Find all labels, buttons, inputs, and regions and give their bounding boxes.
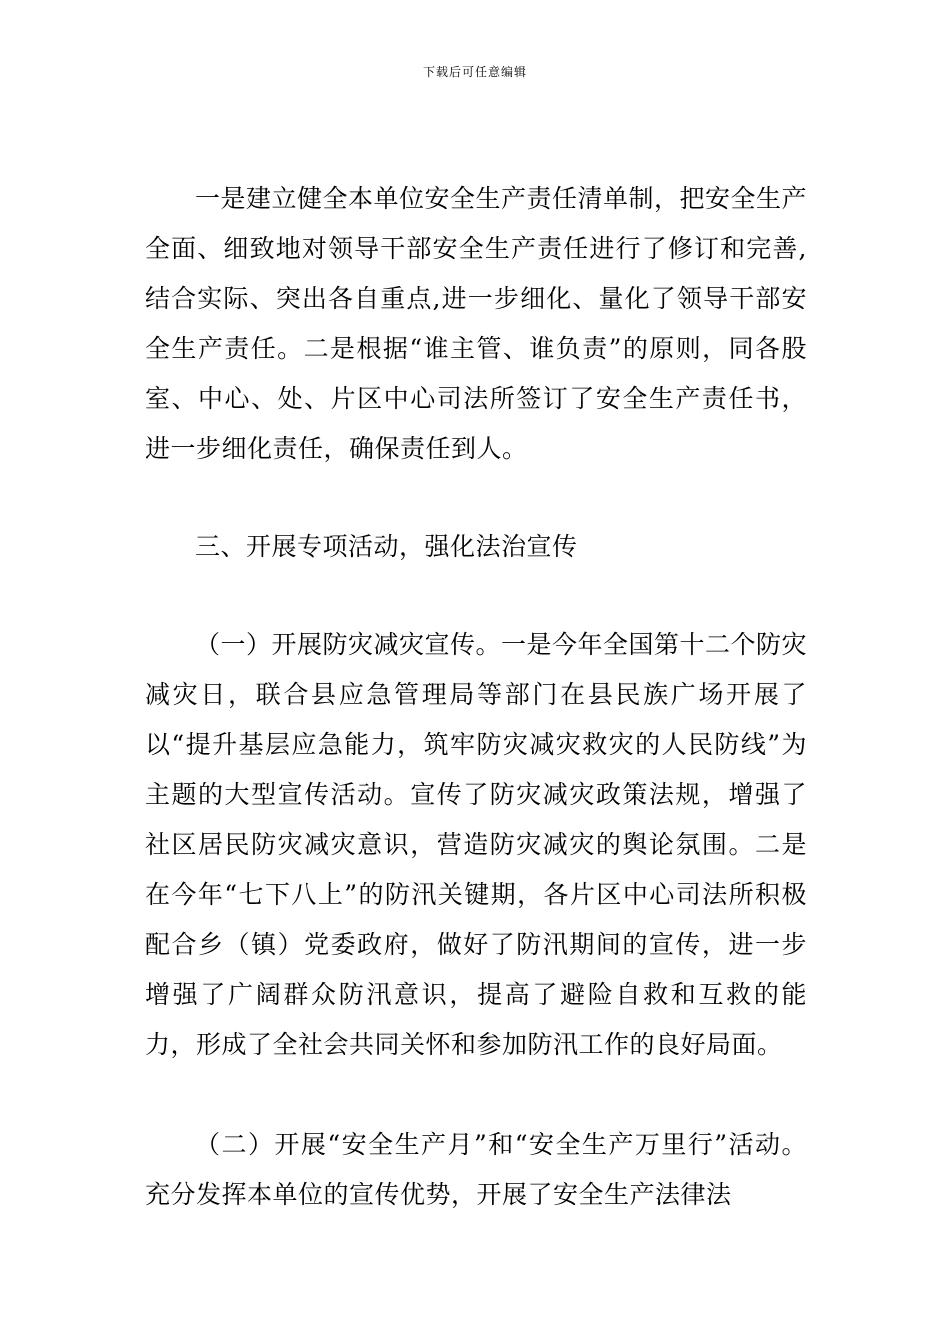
paragraph-text: （一）开展防灾减灾宣传。一是今年全国第十二个防灾减灾日，联合县应急管理局等部门在县民族广场开展了以“提升基层应急能力，筑牢防灾减灾救灾的人民防线”为主题的大型宣传活动。宣传了防灾减灾政策法规，增强了社区居民防灾减灾意识，营造防灾减灾的舆论氛围。二是在今年“七下八上”的防汛关键期，各片区中心司法所积极配合乡（镇）党委政府，做好了防汛期间的宣传，进一步增强了广阔群众防汛意识，提高了避险自救和互救的能力，形成了全社会共同关怀和参加防汛工作的良好局面。 xyxy=(145,630,808,1059)
section-heading: 三、开展专项活动，强化法治宣传 xyxy=(195,532,578,561)
paragraph-responsibility xyxy=(145,174,807,474)
paragraph-text: （二）开展“安全生产月”和“安全生产万里行”活动。充分发挥本单位的宣传优势，开展了安全生产法律法 xyxy=(145,1130,807,1209)
paragraph-text: 一是建立健全本单位安全生产责任清单制，把安全生产全面、细致地对领导干部安全生产责任进行了修订和完善,结合实际、突出各自重点,进一步细化、量化了领导干部安全生产责任。二是根据“谁主管、谁负责”的原则，同各股室、中心、处、片区中心司法所签订了安全生产责任书，进一步细化责任，确保责任到人。 xyxy=(145,184,808,463)
paragraph-disaster-prevention xyxy=(145,620,807,1070)
header-note: 下载后可任意编辑 xyxy=(422,65,527,79)
paragraph-safety-month xyxy=(145,1120,807,1220)
